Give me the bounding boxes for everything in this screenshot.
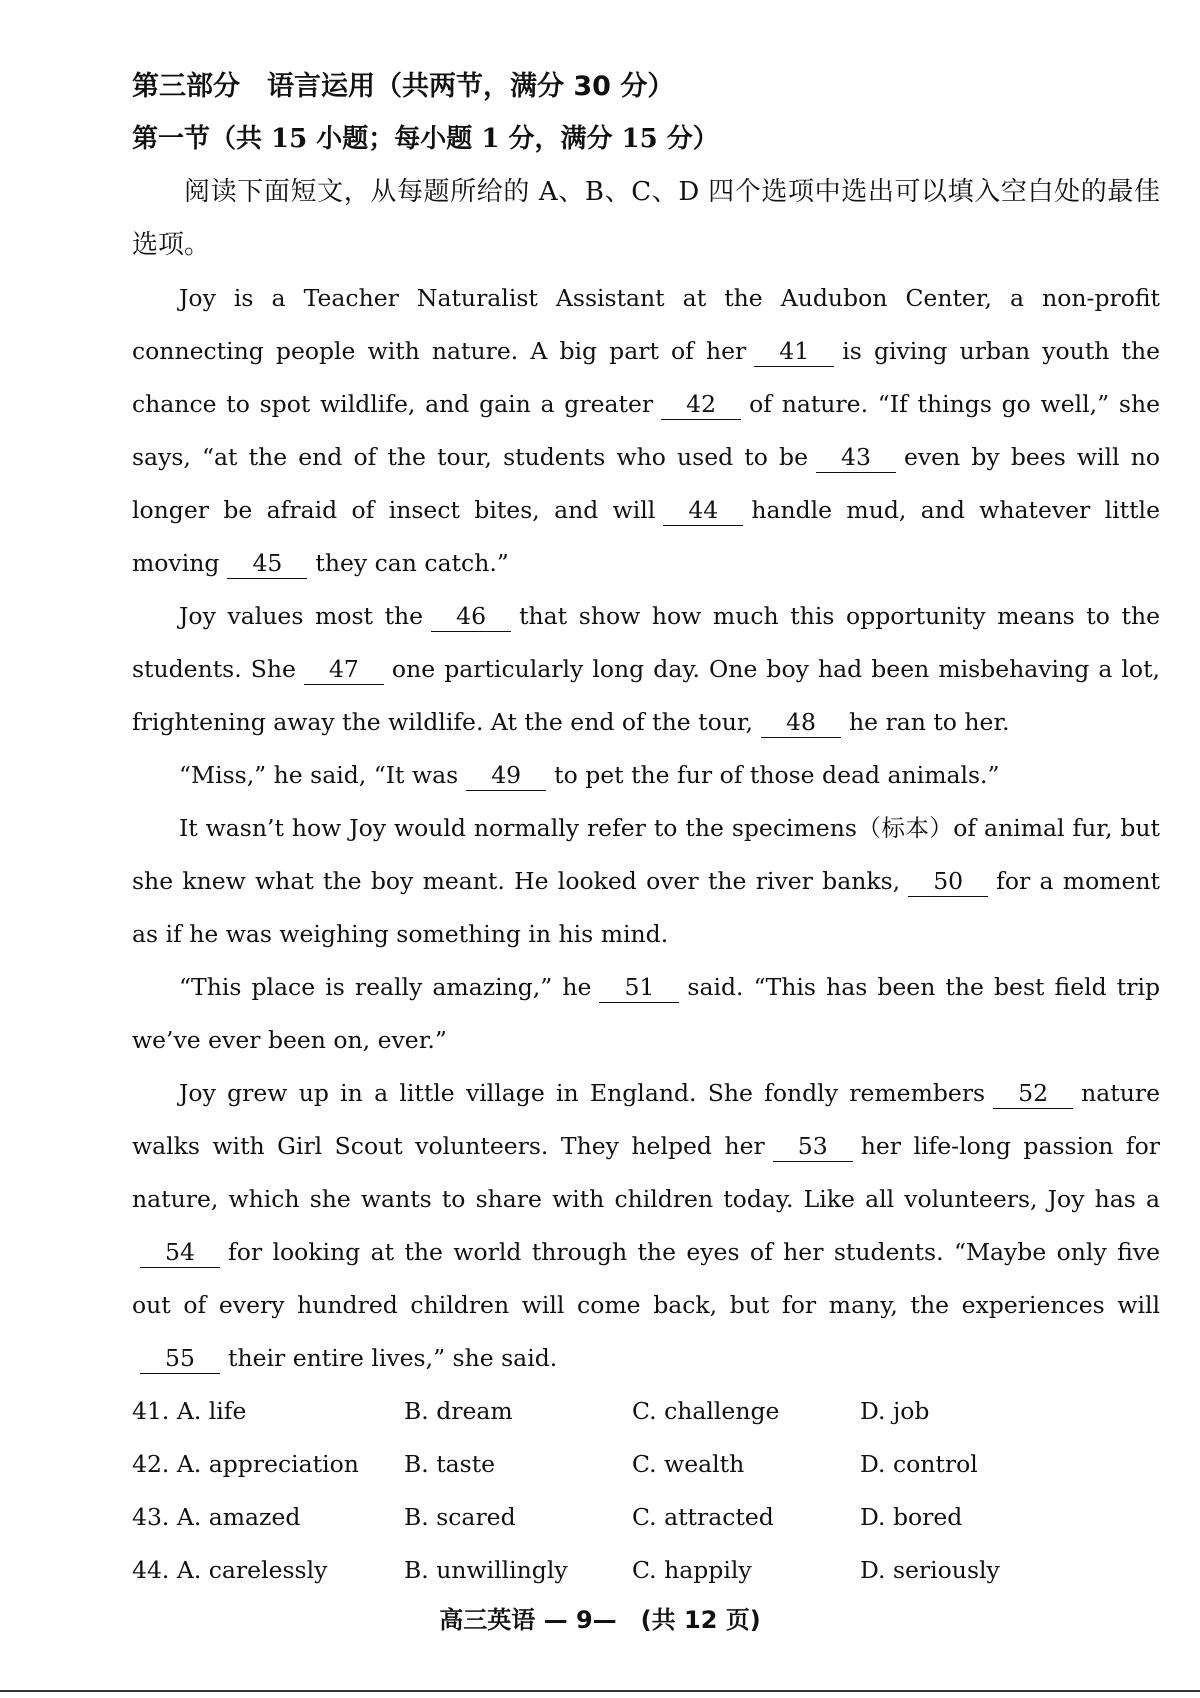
answer-options bbox=[132, 1385, 1160, 1597]
option-c: C. happily bbox=[632, 1556, 752, 1584]
passage-paragraph-4 bbox=[132, 802, 1160, 961]
passage-text: of nature. “If things go well,” she says, “at the end of the tour, students who used to be bbox=[132, 390, 1160, 471]
passage-text: for looking at the world through the eyes of her students. “Maybe only five out of every hundred children will come back, but for many, the experiences will bbox=[132, 1238, 1160, 1319]
option-b: B. unwillingly bbox=[404, 1556, 568, 1584]
instruction-text: 阅读下面短文，从每题所给的 A、B、C、D 四个选项中选出可以填入空白处的最佳选项。 bbox=[132, 177, 1160, 260]
option-b: B. scared bbox=[404, 1503, 516, 1531]
passage-text: Joy is a Teacher Naturalist Assistant at the Audubon Center, a non-profit connecting people with nature. A big part of her bbox=[132, 284, 1160, 365]
passage-text: is giving urban youth the chance to spot wildlife, and gain a greater bbox=[132, 337, 1160, 418]
section-subtitle: 第一节（共 15 小题；每小题 1 分，满分 15 分） bbox=[132, 124, 719, 154]
option-c: C. challenge bbox=[632, 1397, 780, 1425]
option-row-42 bbox=[132, 1438, 1160, 1491]
passage-text: It wasn’t how Joy would normally refer to the specimens（标本）of animal fur, but she knew what the boy meant. He looked over the river banks, bbox=[132, 814, 1160, 895]
option-d: D. job bbox=[860, 1397, 930, 1425]
blank-52: 52 bbox=[993, 1078, 1073, 1109]
passage-text: even by bees will no longer be afraid of insect bites, and will bbox=[132, 443, 1160, 524]
blank-54: 54 bbox=[140, 1237, 220, 1268]
option-d: D. control bbox=[860, 1450, 978, 1478]
passage-text: her life-long passion for nature, which she wants to share with children today. Like all volunteers, Joy has a bbox=[132, 1132, 1160, 1213]
option-row-43 bbox=[132, 1491, 1160, 1544]
option-row-44 bbox=[132, 1544, 1160, 1597]
passage-text: that show how much this opportunity means to the students. She bbox=[132, 602, 1160, 683]
passage-text: nature walks with Girl Scout volunteers. They helped her bbox=[132, 1079, 1160, 1160]
blank-49: 49 bbox=[466, 760, 546, 791]
page-footer: 高三英语 — 9— (共 12 页) bbox=[439, 1606, 761, 1634]
passage-text: “This place is really amazing,” he bbox=[179, 973, 592, 1001]
passage-paragraph-5 bbox=[132, 961, 1160, 1067]
passage-text: handle mud, and whatever little moving bbox=[132, 496, 1160, 577]
blank-50: 50 bbox=[908, 866, 988, 897]
passage-text: Joy grew up in a little village in England. She fondly remembers bbox=[179, 1079, 986, 1107]
blank-53: 53 bbox=[773, 1131, 853, 1162]
bottom-divider bbox=[0, 1690, 1200, 1692]
option-a: 41. A. life bbox=[132, 1397, 247, 1425]
option-a: 43. A. amazed bbox=[132, 1503, 301, 1531]
blank-45: 45 bbox=[227, 548, 307, 579]
passage-paragraph-1 bbox=[132, 272, 1160, 590]
passage-text: they can catch.” bbox=[315, 549, 509, 577]
option-a: 44. A. carelessly bbox=[132, 1556, 328, 1584]
blank-51: 51 bbox=[599, 972, 679, 1003]
passage-text: their entire lives,” she said. bbox=[228, 1344, 558, 1372]
passage-paragraph-6 bbox=[132, 1067, 1160, 1385]
blank-44: 44 bbox=[663, 495, 743, 526]
blank-42: 42 bbox=[661, 389, 741, 420]
section-title: 第三部分 语言运用（共两节，满分 30 分） bbox=[132, 71, 675, 102]
option-a: 42. A. appreciation bbox=[132, 1450, 359, 1478]
blank-48: 48 bbox=[761, 707, 841, 738]
exam-content bbox=[132, 60, 1160, 1597]
option-c: C. wealth bbox=[632, 1450, 745, 1478]
blank-47: 47 bbox=[304, 654, 384, 685]
option-b: B. dream bbox=[404, 1397, 513, 1425]
passage-text: one particularly long day. One boy had been misbehaving a lot, frightening away the wildlife. At the end of the tour, bbox=[132, 655, 1160, 736]
passage-text: he ran to her. bbox=[848, 708, 1010, 736]
passage-paragraph-3 bbox=[132, 749, 1160, 802]
option-row-41 bbox=[132, 1385, 1160, 1438]
option-d: D. seriously bbox=[860, 1556, 1000, 1584]
blank-43: 43 bbox=[816, 442, 896, 473]
option-c: C. attracted bbox=[632, 1503, 774, 1531]
passage-text: said. “This has been the best field trip we’ve ever been on, ever.” bbox=[132, 973, 1161, 1054]
blank-41: 41 bbox=[754, 336, 834, 367]
blank-46: 46 bbox=[431, 601, 511, 632]
passage-text: to pet the fur of those dead animals.” bbox=[554, 761, 1000, 789]
passage-text: “Miss,” he said, “It was bbox=[179, 761, 459, 789]
passage-paragraph-2 bbox=[132, 590, 1160, 749]
option-d: D. bored bbox=[860, 1503, 963, 1531]
passage-text: for a moment as if he was weighing something in his mind. bbox=[132, 867, 1161, 948]
passage-text: Joy values most the bbox=[179, 602, 424, 630]
blank-55: 55 bbox=[140, 1343, 220, 1374]
option-b: B. taste bbox=[404, 1450, 496, 1478]
